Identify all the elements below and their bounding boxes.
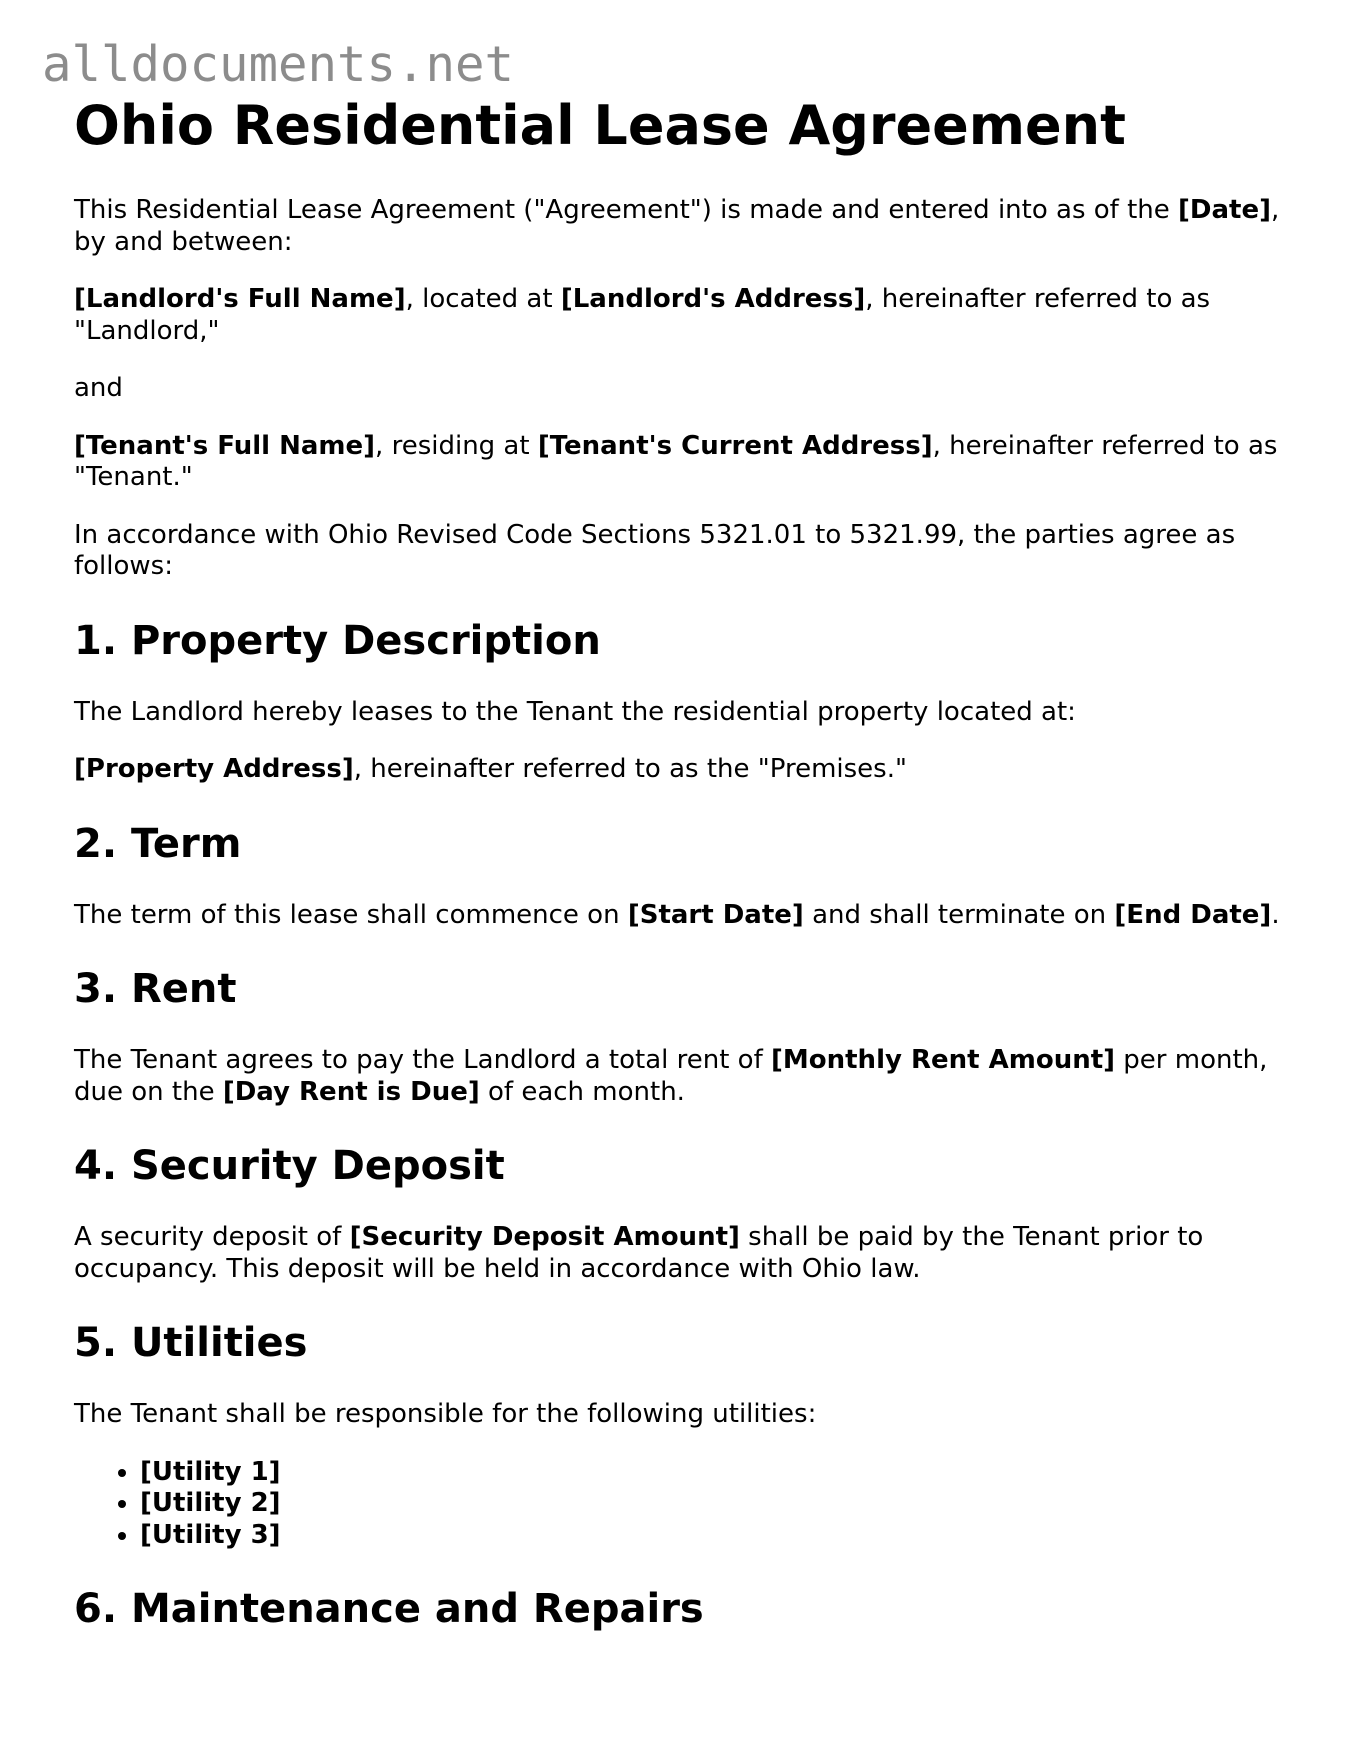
- property-address-placeholder: [Property Address]: [74, 754, 354, 785]
- section-heading-property: 1. Property Description: [74, 617, 601, 664]
- landlord-address-placeholder: [Landlord's Address]: [560, 284, 866, 315]
- date-placeholder: [Date]: [1178, 195, 1271, 226]
- document-title: Ohio Residential Lease Agreement: [74, 94, 1126, 157]
- property-paragraph: The Landlord hereby leases to the Tenant the residential property located at:: [74, 696, 1076, 727]
- intro-paragraph: This Residential Lease Agreement ("Agreement") is made and entered into as of the [Date], by and between:: [74, 195, 1280, 257]
- tenant-name-placeholder: [Tenant's Full Name]: [74, 430, 376, 461]
- utilities-paragraph: The Tenant shall be responsible for the following utilities:: [74, 1399, 817, 1430]
- and-paragraph: and: [74, 373, 123, 404]
- premises-paragraph: [Property Address], hereinafter referred to as the "Premises.": [74, 754, 907, 785]
- end-date-placeholder: [End Date]: [1114, 899, 1272, 930]
- document-body: [74, 96, 1284, 1665]
- section-heading-deposit: 4. Security Deposit: [74, 1143, 505, 1190]
- start-date-placeholder: [Start Date]: [627, 899, 804, 930]
- landlord-paragraph: [Landlord's Full Name], located at [Landlord's Address], hereinafter referred to as "Landlord,": [74, 284, 1211, 346]
- section-heading-utilities: 5. Utilities: [74, 1320, 308, 1367]
- tenant-address-placeholder: [Tenant's Current Address]: [537, 430, 933, 461]
- landlord-name-placeholder: [Landlord's Full Name]: [74, 284, 406, 315]
- list-item: • [Utility 3]: [140, 1520, 1284, 1552]
- utilities-list: [74, 1457, 1284, 1552]
- tenant-paragraph: [Tenant's Full Name], residing at [Tenant's Current Address], hereinafter referred to as "Tenant.": [74, 430, 1278, 493]
- rent-paragraph: The Tenant agrees to pay the Landlord a total rent of [Monthly Rent Amount] per month, due on the [Day Rent is Due] of each month.: [74, 1045, 1268, 1107]
- rent-amount-placeholder: [Monthly Rent Amount]: [771, 1045, 1116, 1076]
- section-heading-maintenance: 6. Maintenance and Repairs: [74, 1586, 704, 1633]
- list-item: • [Utility 1]: [140, 1457, 1284, 1489]
- statute-paragraph: In accordance with Ohio Revised Code Sections 5321.01 to 5321.99, the parties agree as follows:: [74, 519, 1236, 582]
- deposit-paragraph: A security deposit of [Security Deposit Amount] shall be paid by the Tenant prior to occupancy. This deposit will be held in accordance with Ohio law.: [74, 1222, 1204, 1284]
- deposit-amount-placeholder: [Security Deposit Amount]: [349, 1222, 740, 1253]
- list-item: • [Utility 2]: [140, 1488, 1284, 1520]
- section-heading-rent: 3. Rent: [74, 966, 237, 1013]
- rent-due-day-placeholder: [Day Rent is Due]: [222, 1076, 480, 1107]
- section-heading-term: 2. Term: [74, 820, 242, 867]
- watermark: alldocuments.net: [42, 36, 515, 93]
- term-paragraph: The term of this lease shall commence on [Start Date] and shall terminate on [End Date].: [74, 899, 1280, 930]
